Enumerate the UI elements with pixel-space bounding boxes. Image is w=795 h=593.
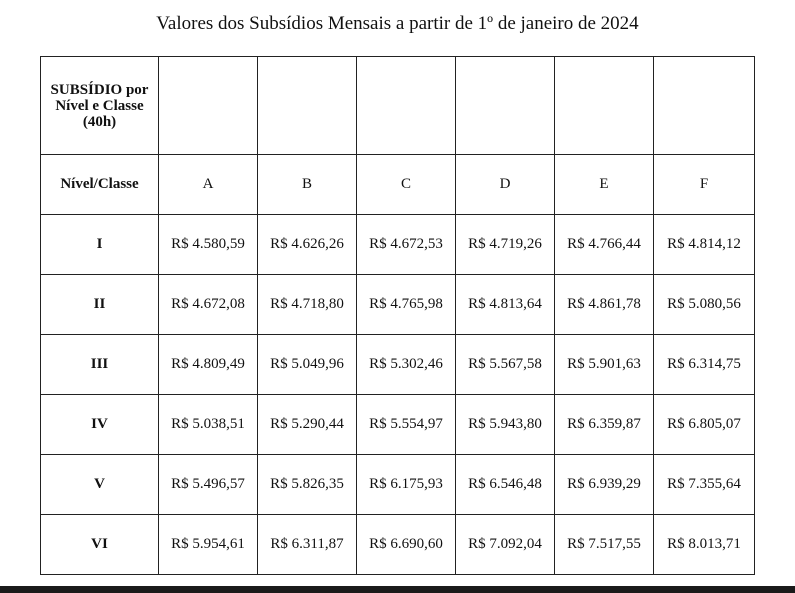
subsidy-table-body <box>41 57 755 575</box>
subsidy-value-cell: R$ 6.546,48 <box>456 455 555 515</box>
subsidy-value-cell: R$ 6.314,75 <box>654 335 755 395</box>
class-header-e: E <box>555 155 654 215</box>
subsidy-value-cell: R$ 5.567,58 <box>456 335 555 395</box>
level-label: V <box>41 455 159 515</box>
subsidy-value-cell: R$ 5.290,44 <box>258 395 357 455</box>
subsidy-table <box>40 56 755 575</box>
table-row <box>41 215 755 275</box>
subsidy-value-cell: R$ 4.718,80 <box>258 275 357 335</box>
empty-header-cell <box>258 57 357 155</box>
table-row <box>41 335 755 395</box>
subsidy-value-cell: R$ 5.901,63 <box>555 335 654 395</box>
level-label: VI <box>41 515 159 575</box>
subsidy-value-cell: R$ 6.690,60 <box>357 515 456 575</box>
subsidy-value-cell: R$ 5.496,57 <box>159 455 258 515</box>
class-header-f: F <box>654 155 755 215</box>
subsidy-value-cell: R$ 5.302,46 <box>357 335 456 395</box>
class-header-d: D <box>456 155 555 215</box>
empty-header-cell <box>654 57 755 155</box>
empty-header-cell <box>159 57 258 155</box>
corner-label-line-2: Nível e Classe <box>55 97 144 114</box>
table-row <box>41 455 755 515</box>
level-label: I <box>41 215 159 275</box>
subsidy-value-cell: R$ 4.861,78 <box>555 275 654 335</box>
subsidy-value-cell: R$ 4.719,26 <box>456 215 555 275</box>
subsidy-value-cell: R$ 4.580,59 <box>159 215 258 275</box>
subsidy-value-cell: R$ 5.038,51 <box>159 395 258 455</box>
corner-label-line-3: (40h) <box>82 113 117 130</box>
corner-header-cell <box>41 57 159 155</box>
subsidy-value-cell: R$ 6.939,29 <box>555 455 654 515</box>
class-header-row <box>41 155 755 215</box>
subsidy-value-cell: R$ 4.672,53 <box>357 215 456 275</box>
subsidy-value-cell: R$ 6.359,87 <box>555 395 654 455</box>
subsidy-value-cell: R$ 5.954,61 <box>159 515 258 575</box>
subsidy-value-cell: R$ 4.813,64 <box>456 275 555 335</box>
table-header-row <box>41 57 755 155</box>
subsidy-value-cell: R$ 5.049,96 <box>258 335 357 395</box>
level-label: IV <box>41 395 159 455</box>
subsidy-value-cell: R$ 6.805,07 <box>654 395 755 455</box>
class-header-b: B <box>258 155 357 215</box>
subsidy-value-cell: R$ 5.943,80 <box>456 395 555 455</box>
subsidy-value-cell: R$ 4.765,98 <box>357 275 456 335</box>
class-header-a: A <box>159 155 258 215</box>
empty-header-cell <box>357 57 456 155</box>
subsidy-value-cell: R$ 7.355,64 <box>654 455 755 515</box>
subsidy-value-cell: R$ 6.175,93 <box>357 455 456 515</box>
level-label: III <box>41 335 159 395</box>
subsidy-value-cell: R$ 7.092,04 <box>456 515 555 575</box>
level-class-header-label: Nível/Classe <box>41 155 159 215</box>
subsidy-value-cell: R$ 4.766,44 <box>555 215 654 275</box>
subsidy-value-cell: R$ 7.517,55 <box>555 515 654 575</box>
subsidy-value-cell: R$ 4.814,12 <box>654 215 755 275</box>
subsidy-value-cell: R$ 4.809,49 <box>159 335 258 395</box>
subsidy-value-cell: R$ 6.311,87 <box>258 515 357 575</box>
bottom-border-bar <box>0 586 795 593</box>
document-title: Valores dos Subsídios Mensais a partir de 1º de janeiro de 2024 <box>156 13 639 34</box>
empty-header-cell <box>456 57 555 155</box>
subsidy-value-cell: R$ 5.080,56 <box>654 275 755 335</box>
table-row <box>41 515 755 575</box>
table-row <box>41 395 755 455</box>
table-row <box>41 275 755 335</box>
subsidy-value-cell: R$ 5.554,97 <box>357 395 456 455</box>
level-label: II <box>41 275 159 335</box>
corner-label-line-1: SUBSÍDIO por <box>50 81 149 98</box>
subsidy-value-cell: R$ 8.013,71 <box>654 515 755 575</box>
subsidy-value-cell: R$ 4.626,26 <box>258 215 357 275</box>
class-header-c: C <box>357 155 456 215</box>
subsidy-value-cell: R$ 4.672,08 <box>159 275 258 335</box>
subsidy-value-cell: R$ 5.826,35 <box>258 455 357 515</box>
empty-header-cell <box>555 57 654 155</box>
